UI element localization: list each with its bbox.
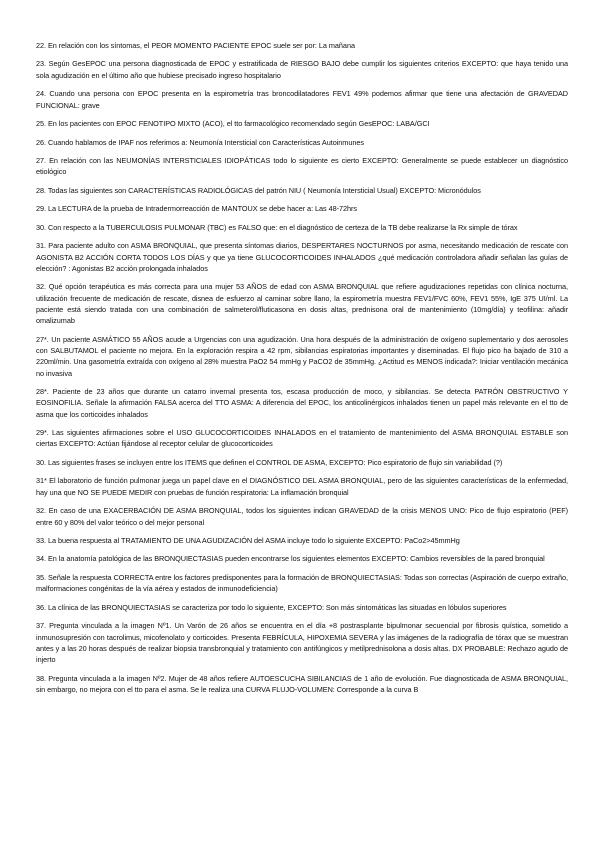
question-31: 31. Para paciente adulto con ASMA BRONQUIAL, que presenta síntomas diarios, DESPERTARES NOCTURNOS por asma, necesitando medicación de rescate con AGONISTA B2 ACCIÓN CORTA TODOS LOS DÍAS y que ya tiene GLUCOCORTICOIDES INHALADOS ¿qué medicación controladora añadir señalan las guías de elección? : Agonistas B2 acción prolongada inhalados [36,241,568,273]
question-36: 36. La clínica de las BRONQUIECTASIAS se caracteriza por todo lo siguiente, EXCEPTO: Son más sintomáticas las situadas en lóbulos superiores [36,602,507,612]
question-30: 30. Con respecto a la TUBERCULOSIS PULMONAR (TBC) es FALSO que: en el diagnóstico de certeza de la TB debe realizarse la Rx simple de tórax [36,222,518,232]
question-30-b: 30. Las siguientes frases se incluyen entre los ITEMS que definen el CONTROL DE ASMA, EXCEPTO: Pico espiratorio de flujo sin variabilidad (?) [36,457,503,467]
question-23: 23. Según GesEPOC una persona diagnosticada de EPOC y estratificada de RIESGO BAJO debe cumplir los siguientes criterios EXCEPTO: que haya tenido una sola agudización en el último año que hubiese precisado ingreso hospitalario [36,59,568,80]
question-32: 32. Qué opción terapéutica es más correcta para una mujer 53 AÑOS de edad con ASMA BRONQUIAL que refiere agudizaciones repetidas con clínica nocturna, utilización frecuente de medicación de rescate, disnea de esfuerzo al caminar sobre llano, la espirometría muestra FEV1/FVC 60%, FEV1 55%, IgE 375 UI/ml. La paciente está siendo tratada con una combinación de salmeterol/fluticasona en dosis altas, prednisona oral de mantenimiento (10mg/día) y teofilina: añadir omalizumab [36,282,568,326]
question-35: 35. Señale la respuesta CORRECTA entre los factores predisponentes para la formación de BRONQUIECTASIAS: Todas son correctas (Aspiración de cuerpo extraño, malformaciones congénitas de la vía aérea y estados de inmunodeficiencia) [36,572,568,594]
question-33: 33. La buena respuesta al TRATAMIENTO DE UNA AGUDIZACIÓN del ASMA incluye todo lo siguiente EXCEPTO: PaCo2>45mmHg [36,535,460,545]
question-34: 34. En la anatomía patológica de las BRONQUIECTASIAS pueden encontrarse los siguientes elementos EXCEPTO: Cambios reversibles de la pared bronquial [36,554,545,564]
question-22: 22. En relación con los síntomas, el PEOR MOMENTO PACIENTE EPOC suele ser por: La mañana [36,41,355,50]
question-31-star: 31* El laboratorio de función pulmonar juega un papel clave en el DIAGNÓSTICO DEL ASMA BRONQUIAL, pero de las siguientes características de la enfermedad, hay una que NO SE PUEDE MEDIR con pruebas de función respiratoria: La inflamación bronquial [36,476,568,497]
question-25: 25. En los pacientes con EPOC FENOTIPO MIXTO (ACO), el tto farmacológico recomendado según GesEPOC: LABA/GCI [36,119,430,129]
question-24: 24. Cuando una persona con EPOC presenta en la espirometría tras broncodilatadores FEV1 49% podemos afirmar que tiene una afectación de GRAVEDAD FUNCIONAL: grave [36,89,568,110]
question-27-star: 27*. Un paciente ASMÁTICO 55 AÑOS acude a Urgencias con una agudización. Una hora después de la administración de oxígeno suplementario y dos aerosoles con SALBUTAMOL el paciente no mejora. En la exploración respira a 42 rpm, sibilancias espiratorias importantes y diseminadas. El flujo pico ha bajado de 310 a 220ml/min. Una gasometría extraída con oxígeno al 28% muestra PaO2 54 mmHg y PaCO2 de 35mmHg. ¿Actitud es MENOS indicada?: Iniciar ventilación mecánica no invasiva [36,334,568,378]
question-29-star: 29*. Las siguientes afirmaciones sobre el USO GLUCOCORTICOIDES INHALADOS en el tratamiento de mantenimiento del ASMA BRONQUIAL ESTABLE son ciertas EXCEPTO: Actúan fijándose al receptor celular de glucocorticoides [36,428,568,449]
question-28: 28. Todas las siguientes son CARACTERÍSTICAS RADIOLÓGICAS del patrón NIU ( Neumonía Intersticial Usual) EXCEPTO: Micronódulos [36,185,481,195]
question-28-star: 28*. Paciente de 23 años que durante un catarro invernal presenta tos, escasa producción de moco, y sibilancias. Se detecta PATRÓN OBSTRUCTIVO Y EOSINOFILIA. Señale la afirmación FALSA acerca del TTO ASMA: A diferencia del EPOC, los anticolinérgicos inhalados tienen un papel más relevante en el tto de asma que los corticoides inhalados [36,387,568,419]
question-27: 27. En relación con las NEUMONÍAS INTERSTICIALES IDIOPÁTICAS todo lo siguiente es cierto EXCEPTO: Generalmente se puede establecer un diagnóstico etiológico [36,156,568,177]
question-29: 29. La LECTURA de la prueba de Intradermorreacción de MANTOUX se debe hacer a: Las 48-72hrs [36,204,358,214]
question-26: 26. Cuando hablamos de IPAF nos referimos a: Neumonía Intersticial con Características Autoinmunes [36,137,364,147]
question-37: 37. Pregunta vinculada a la imagen Nº1. Un Varón de 26 años se encuentra en el día +8 postrasplante bipulmonar secuencial por fibrosis quística, sometido a inmunosupresión con tacrolimus, micofenolato y corticoides. Presenta FEBRÍCULA, HIPOXEMIA SEVERA y las imágenes de la radiografía de tórax que se muestran antes y a las 20 horas después de realizar biopsia transbronquial y tratamiento con antifúngicos y metilprednisolona a dosis altas. DX PROBABLE: Rechazo agudo de injerto [36,621,568,665]
question-32-b: 32. En caso de una EXACERBACIÓN DE ASMA BRONQUIAL, todos los siguientes indican GRAVEDAD de la crisis MENOS UNO: Pico de flujo espiratorio (PEF) entre 60 y 80% del valor teórico o del mejor personal [36,506,568,527]
question-38: 38. Pregunta vinculada a la imagen Nº2. Mujer de 48 años refiere AUTOESCUCHA SIBILANCIAS de 1 año de evolución. Fue diagnosticada de ASMA BRONQUIAL, sin embargo, no mejora con el tto para el asma. Se le realiza una CURVA FLUJO-VOLUMEN: Corresponde a la curva B [36,673,568,694]
